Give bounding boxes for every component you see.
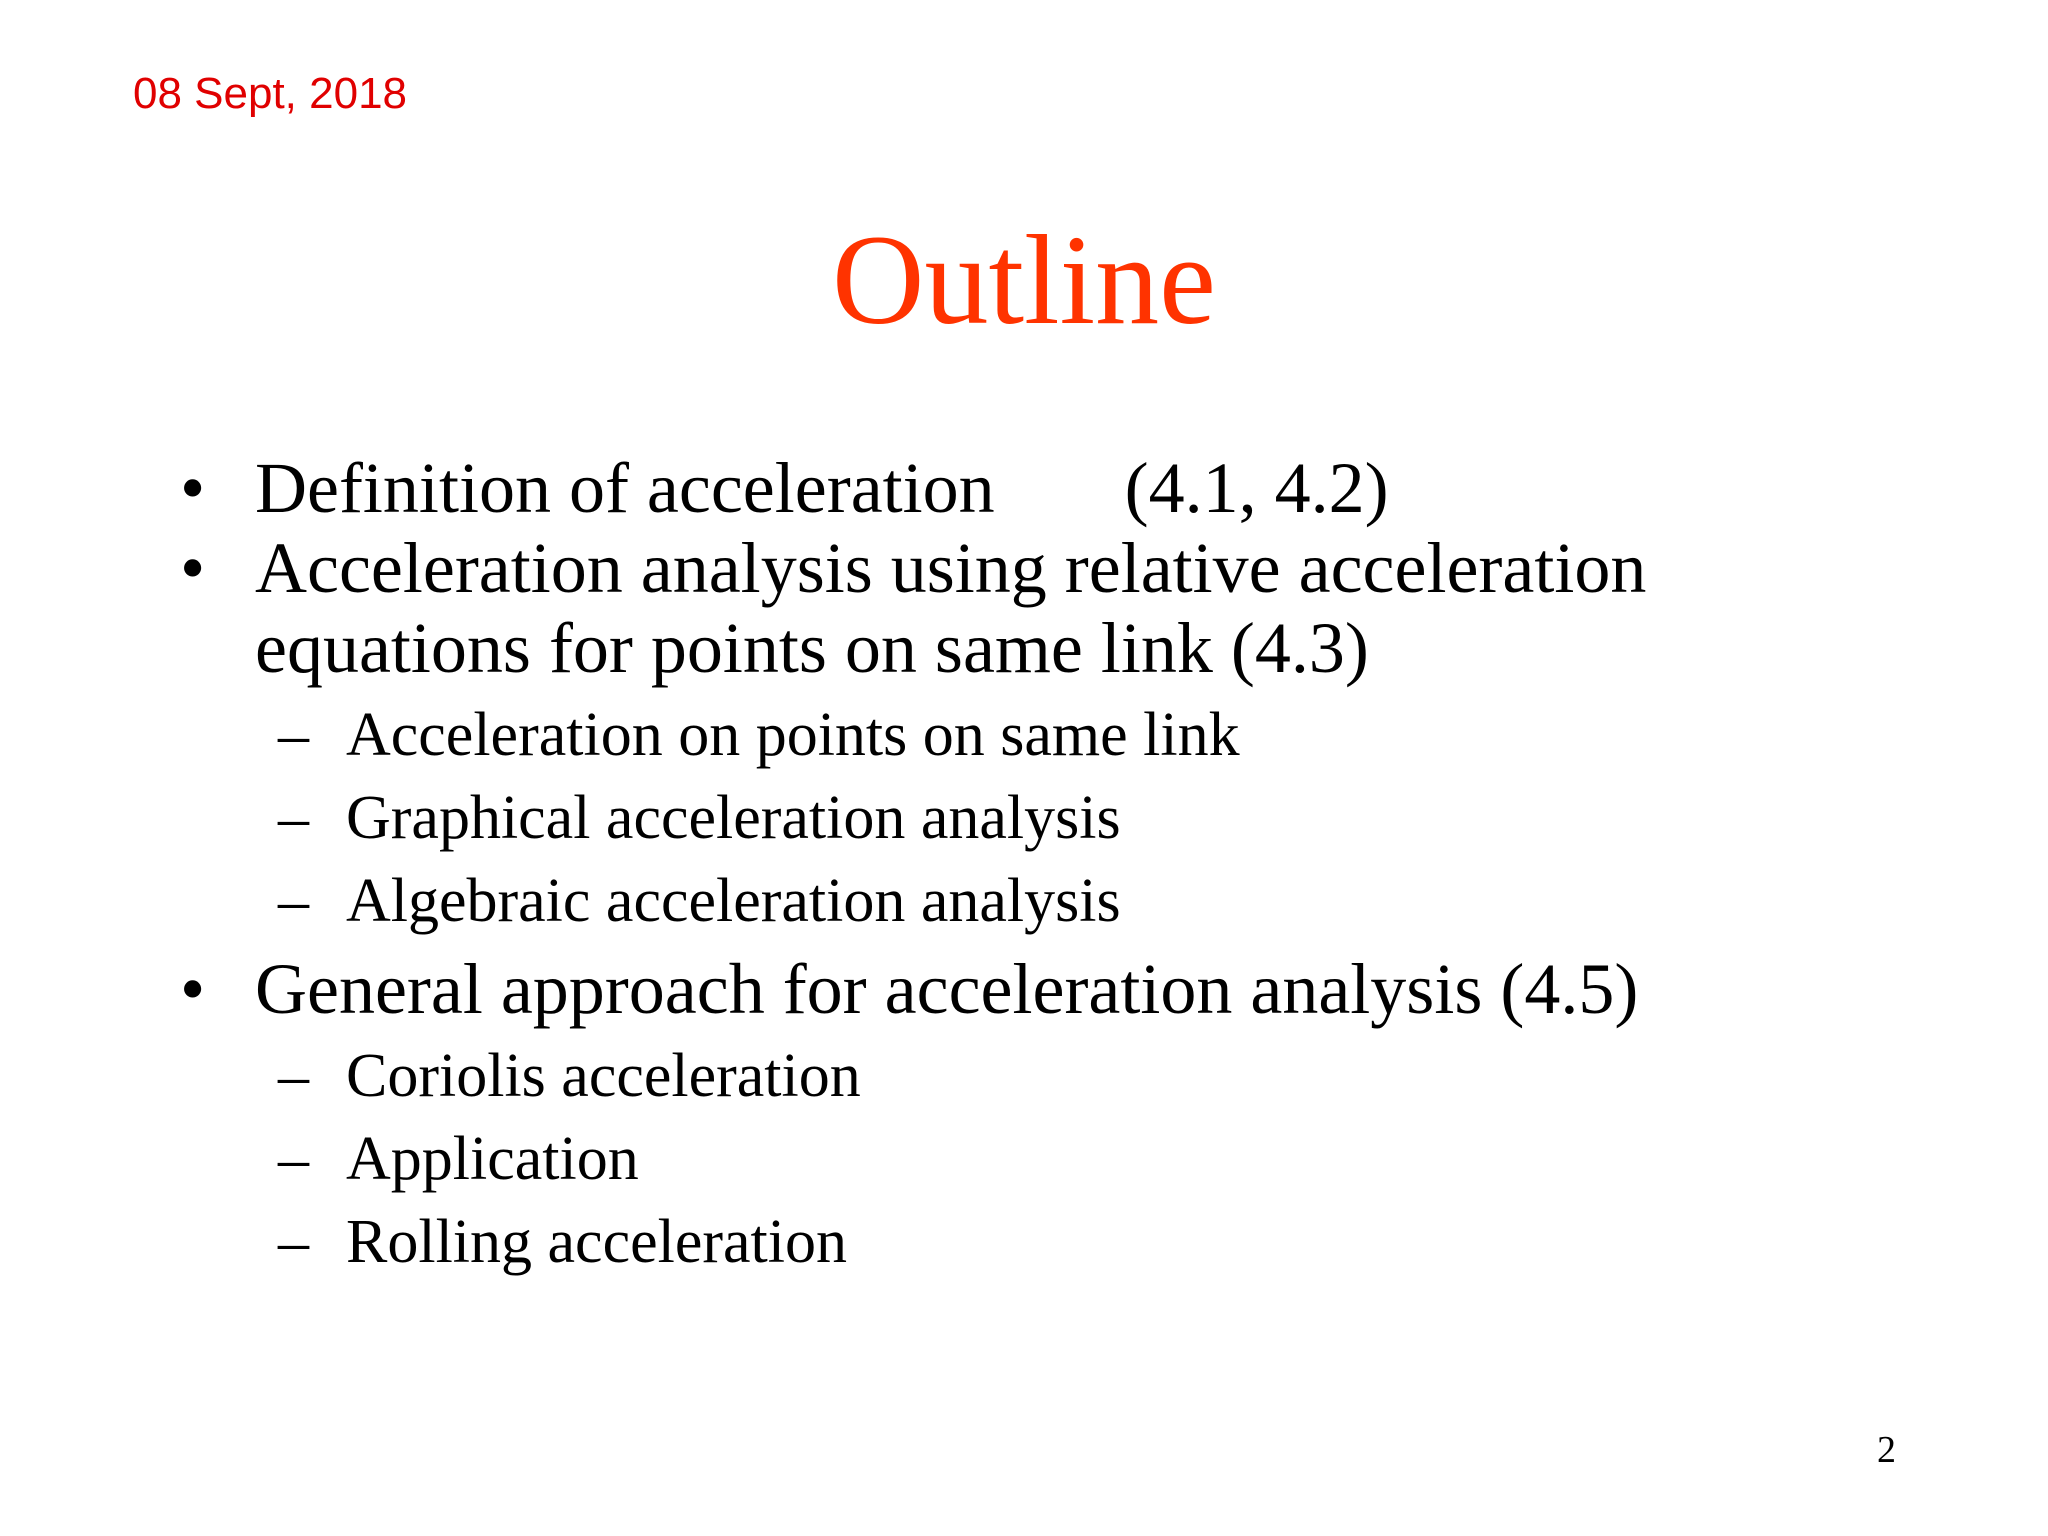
outline-item-text: Definition of acceleration <box>255 448 995 528</box>
subitem-text: Algebraic acceleration analysis <box>346 867 1121 935</box>
subitem-text: Application <box>346 1125 639 1193</box>
dash-icon: – <box>278 1042 309 1110</box>
subitem <box>0 1201 2048 1284</box>
page-number: 2 <box>1877 1429 1896 1471</box>
subitem-text: Graphical acceleration analysis <box>346 784 1121 852</box>
slide-title: Outline <box>832 209 1216 351</box>
outline-item-general-approach <box>0 949 2048 1029</box>
outline-item-text-line-1: Acceleration analysis using relative acceleration <box>255 528 1647 608</box>
subitem <box>0 860 2048 943</box>
subitem-text: Rolling acceleration <box>346 1208 847 1276</box>
section-reference: (4.1, 4.2) <box>1124 448 1389 528</box>
dash-icon: – <box>278 1208 309 1276</box>
subitem <box>0 1118 2048 1201</box>
outline-list <box>0 448 2048 1290</box>
outline-item-definition <box>0 448 2048 528</box>
outline-item-text: General approach for acceleration analysis (4.5) <box>255 949 1639 1029</box>
subitem <box>0 694 2048 777</box>
outline-item-relative-acceleration <box>0 528 2048 688</box>
dash-icon: – <box>278 701 309 769</box>
dash-icon: – <box>278 1125 309 1193</box>
bullet-icon: • <box>180 528 206 608</box>
bullet-icon: • <box>180 949 206 1029</box>
subitem <box>0 1035 2048 1118</box>
subitem-text: Acceleration on points on same link <box>346 701 1240 769</box>
subitem-text: Coriolis acceleration <box>346 1042 861 1110</box>
slide-date: 08 Sept, 2018 <box>133 69 408 118</box>
dash-icon: – <box>278 784 309 852</box>
bullet-icon: • <box>180 448 206 528</box>
sublist-general-approach <box>0 1035 2048 1284</box>
subitem <box>0 777 2048 860</box>
outline-item-text-line-2: equations for points on same link (4.3) <box>255 608 1369 688</box>
sublist-relative-acceleration <box>0 694 2048 943</box>
dash-icon: – <box>278 867 309 935</box>
